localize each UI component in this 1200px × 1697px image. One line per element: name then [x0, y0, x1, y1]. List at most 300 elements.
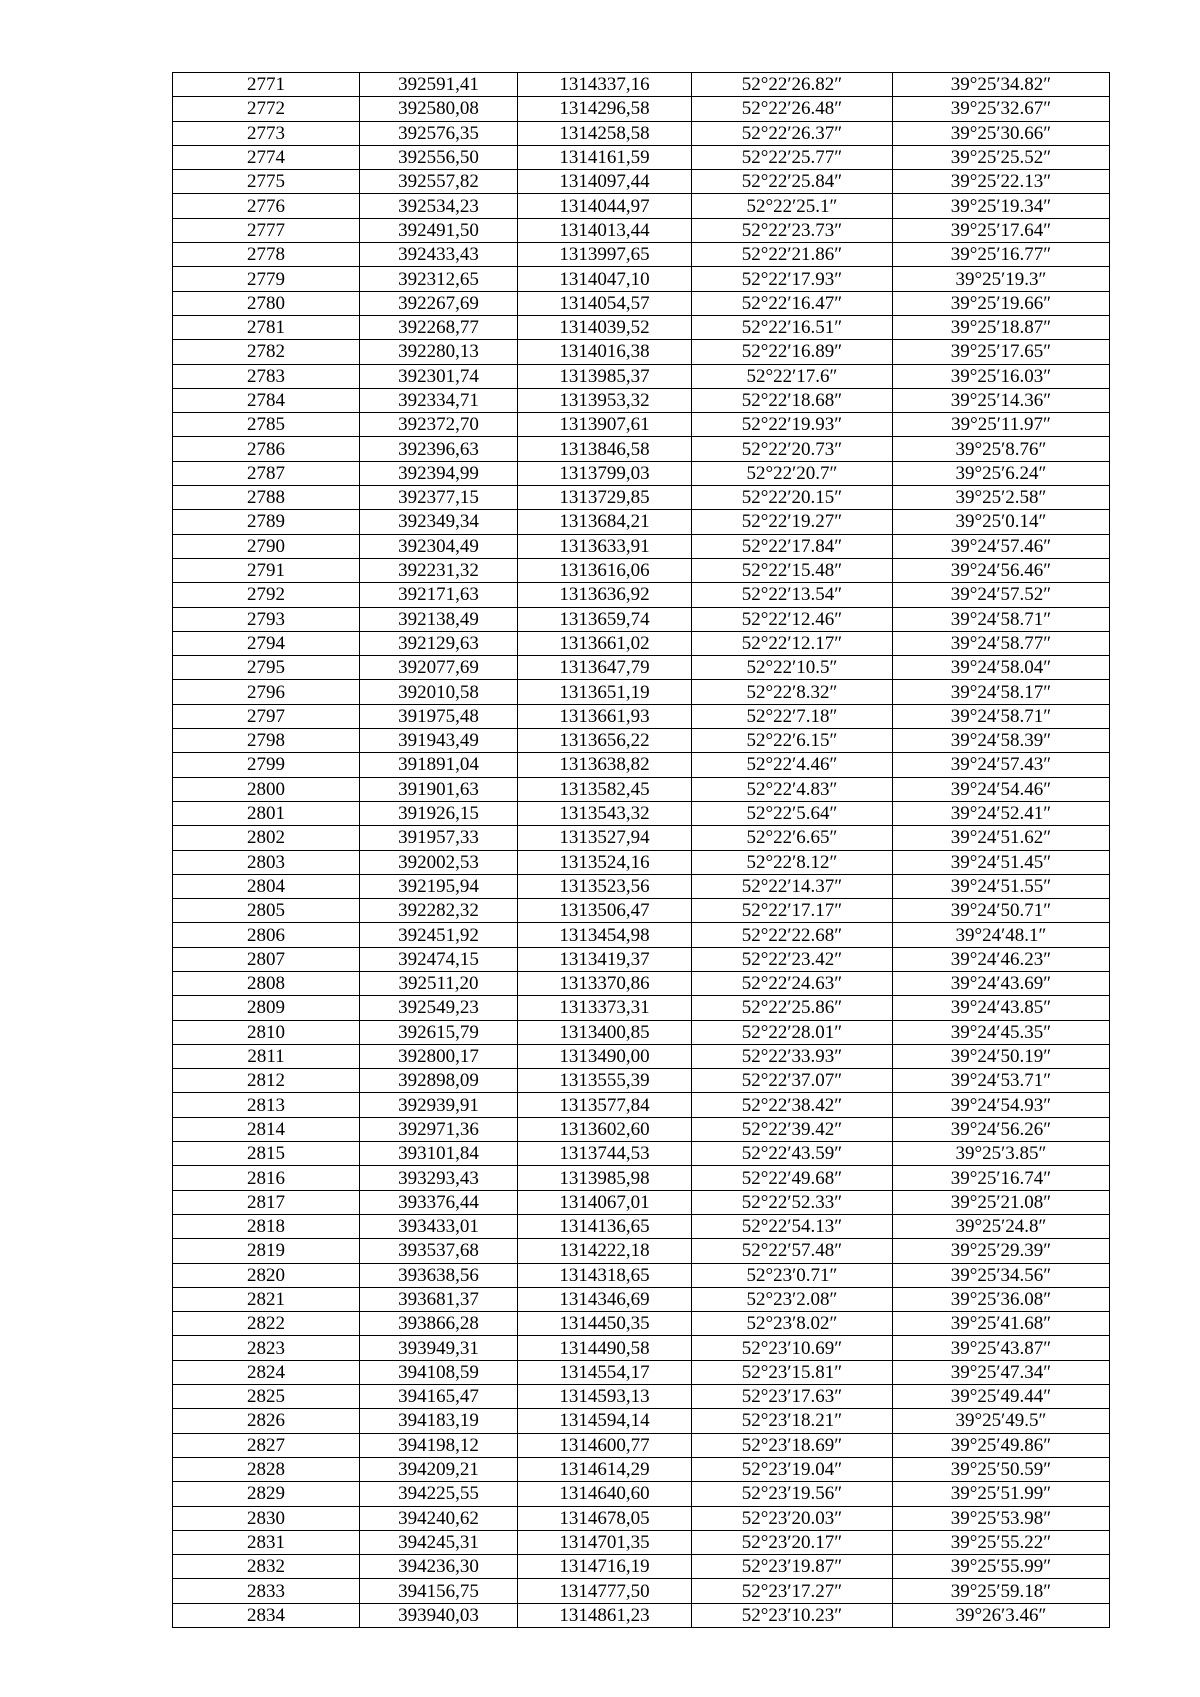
cell-point: 2803 — [173, 850, 360, 874]
cell-latitude: 52°22′37.07″ — [692, 1069, 893, 1093]
cell-y: 1314777,50 — [518, 1579, 692, 1603]
cell-point: 2773 — [173, 121, 360, 145]
cell-point: 2830 — [173, 1506, 360, 1530]
cell-latitude: 52°22′16.89″ — [692, 340, 893, 364]
cell-y: 1313373,31 — [518, 996, 692, 1020]
cell-x: 392280,13 — [360, 340, 518, 364]
table-row — [173, 1506, 1110, 1530]
cell-x: 394236,30 — [360, 1555, 518, 1579]
cell-y: 1313729,85 — [518, 486, 692, 510]
cell-longitude: 39°24′58.39″ — [893, 729, 1110, 753]
cell-x: 392129,63 — [360, 631, 518, 655]
table-row — [173, 1214, 1110, 1238]
cell-latitude: 52°22′57.48″ — [692, 1239, 893, 1263]
cell-y: 1313638,82 — [518, 753, 692, 777]
cell-longitude: 39°24′43.85″ — [893, 996, 1110, 1020]
cell-y: 1313985,37 — [518, 364, 692, 388]
cell-y: 1314296,58 — [518, 97, 692, 121]
table-row — [173, 1482, 1110, 1506]
cell-x: 392451,92 — [360, 923, 518, 947]
cell-latitude: 52°22′17.93″ — [692, 267, 893, 291]
table-row — [173, 291, 1110, 315]
cell-longitude: 39°24′46.23″ — [893, 947, 1110, 971]
table-row — [173, 899, 1110, 923]
table-row — [173, 631, 1110, 655]
cell-longitude: 39°26′3.46″ — [893, 1603, 1110, 1627]
table-row — [173, 218, 1110, 242]
coordinates-table — [172, 72, 1110, 1628]
cell-latitude: 52°22′23.73″ — [692, 218, 893, 242]
cell-point: 2799 — [173, 753, 360, 777]
cell-longitude: 39°24′57.46″ — [893, 534, 1110, 558]
cell-y: 1313523,56 — [518, 874, 692, 898]
cell-y: 1313555,39 — [518, 1069, 692, 1093]
cell-y: 1313647,79 — [518, 656, 692, 680]
cell-y: 1313582,45 — [518, 777, 692, 801]
cell-point: 2829 — [173, 1482, 360, 1506]
cell-point: 2796 — [173, 680, 360, 704]
cell-point: 2771 — [173, 73, 360, 97]
cell-longitude: 39°25′59.18″ — [893, 1579, 1110, 1603]
cell-point: 2789 — [173, 510, 360, 534]
cell-latitude: 52°22′26.82″ — [692, 73, 893, 97]
cell-longitude: 39°25′8.76″ — [893, 437, 1110, 461]
cell-y: 1314067,01 — [518, 1190, 692, 1214]
cell-longitude: 39°25′55.22″ — [893, 1530, 1110, 1554]
table-row — [173, 1044, 1110, 1068]
cell-latitude: 52°22′17.6″ — [692, 364, 893, 388]
table-row — [173, 558, 1110, 582]
cell-longitude: 39°24′56.26″ — [893, 1117, 1110, 1141]
cell-y: 1313419,37 — [518, 947, 692, 971]
table-row — [173, 1166, 1110, 1190]
cell-x: 392171,63 — [360, 583, 518, 607]
cell-latitude: 52°22′4.46″ — [692, 753, 893, 777]
cell-y: 1313656,22 — [518, 729, 692, 753]
table-row — [173, 461, 1110, 485]
cell-point: 2775 — [173, 170, 360, 194]
cell-longitude: 39°24′51.55″ — [893, 874, 1110, 898]
cell-longitude: 39°25′14.36″ — [893, 388, 1110, 412]
cell-x: 392800,17 — [360, 1044, 518, 1068]
cell-y: 1313907,61 — [518, 413, 692, 437]
cell-point: 2812 — [173, 1069, 360, 1093]
cell-x: 392301,74 — [360, 364, 518, 388]
cell-point: 2772 — [173, 97, 360, 121]
cell-point: 2822 — [173, 1312, 360, 1336]
cell-x: 392971,36 — [360, 1117, 518, 1141]
coordinates-table-body — [173, 73, 1110, 1628]
cell-point: 2807 — [173, 947, 360, 971]
cell-longitude: 39°25′43.87″ — [893, 1336, 1110, 1360]
cell-x: 394198,12 — [360, 1433, 518, 1457]
cell-y: 1314161,59 — [518, 145, 692, 169]
table-row — [173, 753, 1110, 777]
cell-x: 392939,91 — [360, 1093, 518, 1117]
cell-point: 2808 — [173, 971, 360, 995]
cell-x: 392010,58 — [360, 680, 518, 704]
cell-point: 2831 — [173, 1530, 360, 1554]
table-row — [173, 1312, 1110, 1336]
cell-point: 2809 — [173, 996, 360, 1020]
table-row — [173, 656, 1110, 680]
cell-y: 1314016,38 — [518, 340, 692, 364]
table-row — [173, 1093, 1110, 1117]
cell-x: 394240,62 — [360, 1506, 518, 1530]
cell-point: 2818 — [173, 1214, 360, 1238]
cell-latitude: 52°22′6.15″ — [692, 729, 893, 753]
cell-longitude: 39°25′11.97″ — [893, 413, 1110, 437]
cell-longitude: 39°24′54.46″ — [893, 777, 1110, 801]
cell-y: 1314640,60 — [518, 1482, 692, 1506]
cell-y: 1313616,06 — [518, 558, 692, 582]
cell-y: 1313527,94 — [518, 826, 692, 850]
table-row — [173, 1117, 1110, 1141]
cell-y: 1313684,21 — [518, 510, 692, 534]
cell-longitude: 39°25′19.3″ — [893, 267, 1110, 291]
cell-x: 394209,21 — [360, 1457, 518, 1481]
cell-point: 2801 — [173, 801, 360, 825]
cell-x: 391943,49 — [360, 729, 518, 753]
cell-longitude: 39°25′49.5″ — [893, 1409, 1110, 1433]
cell-x: 392002,53 — [360, 850, 518, 874]
cell-longitude: 39°25′16.74″ — [893, 1166, 1110, 1190]
cell-longitude: 39°24′48.1″ — [893, 923, 1110, 947]
cell-latitude: 52°22′39.42″ — [692, 1117, 893, 1141]
cell-y: 1313602,60 — [518, 1117, 692, 1141]
cell-longitude: 39°25′36.08″ — [893, 1287, 1110, 1311]
cell-latitude: 52°23′20.17″ — [692, 1530, 893, 1554]
cell-y: 1313661,93 — [518, 704, 692, 728]
cell-point: 2779 — [173, 267, 360, 291]
table-row — [173, 1020, 1110, 1044]
cell-y: 1313506,47 — [518, 899, 692, 923]
cell-point: 2798 — [173, 729, 360, 753]
table-row — [173, 1433, 1110, 1457]
cell-longitude: 39°25′25.52″ — [893, 145, 1110, 169]
cell-point: 2827 — [173, 1433, 360, 1457]
cell-y: 1314716,19 — [518, 1555, 692, 1579]
cell-x: 392231,32 — [360, 558, 518, 582]
cell-x: 393940,03 — [360, 1603, 518, 1627]
table-row — [173, 388, 1110, 412]
cell-x: 393433,01 — [360, 1214, 518, 1238]
cell-point: 2814 — [173, 1117, 360, 1141]
table-row — [173, 97, 1110, 121]
cell-latitude: 52°23′15.81″ — [692, 1360, 893, 1384]
table-row — [173, 1555, 1110, 1579]
cell-longitude: 39°25′21.08″ — [893, 1190, 1110, 1214]
cell-y: 1313524,16 — [518, 850, 692, 874]
table-row — [173, 704, 1110, 728]
table-row — [173, 486, 1110, 510]
cell-latitude: 52°22′20.7″ — [692, 461, 893, 485]
cell-x: 392549,23 — [360, 996, 518, 1020]
table-row — [173, 996, 1110, 1020]
cell-x: 392556,50 — [360, 145, 518, 169]
cell-longitude: 39°25′17.65″ — [893, 340, 1110, 364]
cell-latitude: 52°23′18.21″ — [692, 1409, 893, 1433]
cell-longitude: 39°24′51.45″ — [893, 850, 1110, 874]
cell-longitude: 39°24′45.35″ — [893, 1020, 1110, 1044]
cell-x: 393949,31 — [360, 1336, 518, 1360]
cell-latitude: 52°23′10.69″ — [692, 1336, 893, 1360]
cell-latitude: 52°23′19.87″ — [692, 1555, 893, 1579]
cell-longitude: 39°25′22.13″ — [893, 170, 1110, 194]
table-row — [173, 121, 1110, 145]
cell-longitude: 39°25′29.39″ — [893, 1239, 1110, 1263]
cell-latitude: 52°23′17.63″ — [692, 1385, 893, 1409]
cell-latitude: 52°23′17.27″ — [692, 1579, 893, 1603]
cell-point: 2834 — [173, 1603, 360, 1627]
cell-y: 1314047,10 — [518, 267, 692, 291]
table-row — [173, 777, 1110, 801]
cell-point: 2777 — [173, 218, 360, 242]
cell-y: 1314593,13 — [518, 1385, 692, 1409]
cell-point: 2788 — [173, 486, 360, 510]
table-row — [173, 413, 1110, 437]
cell-latitude: 52°23′19.04″ — [692, 1457, 893, 1481]
cell-longitude: 39°24′58.77″ — [893, 631, 1110, 655]
cell-point: 2778 — [173, 243, 360, 267]
cell-latitude: 52°22′33.93″ — [692, 1044, 893, 1068]
cell-x: 394225,55 — [360, 1482, 518, 1506]
table-row — [173, 1190, 1110, 1214]
cell-longitude: 39°25′50.59″ — [893, 1457, 1110, 1481]
cell-latitude: 52°22′10.5″ — [692, 656, 893, 680]
cell-x: 392377,15 — [360, 486, 518, 510]
cell-latitude: 52°22′7.18″ — [692, 704, 893, 728]
cell-x: 393537,68 — [360, 1239, 518, 1263]
cell-longitude: 39°25′53.98″ — [893, 1506, 1110, 1530]
table-row — [173, 1603, 1110, 1627]
cell-y: 1313985,98 — [518, 1166, 692, 1190]
cell-x: 391901,63 — [360, 777, 518, 801]
cell-x: 392534,23 — [360, 194, 518, 218]
cell-point: 2797 — [173, 704, 360, 728]
cell-y: 1313846,58 — [518, 437, 692, 461]
cell-longitude: 39°25′34.82″ — [893, 73, 1110, 97]
cell-latitude: 52°22′12.46″ — [692, 607, 893, 631]
cell-x: 392491,50 — [360, 218, 518, 242]
cell-latitude: 52°22′25.77″ — [692, 145, 893, 169]
cell-longitude: 39°25′24.8″ — [893, 1214, 1110, 1238]
cell-longitude: 39°24′57.52″ — [893, 583, 1110, 607]
cell-latitude: 52°22′26.48″ — [692, 97, 893, 121]
cell-y: 1314136,65 — [518, 1214, 692, 1238]
cell-longitude: 39°24′57.43″ — [893, 753, 1110, 777]
cell-point: 2800 — [173, 777, 360, 801]
cell-latitude: 52°22′54.13″ — [692, 1214, 893, 1238]
cell-longitude: 39°24′52.41″ — [893, 801, 1110, 825]
table-row — [173, 1409, 1110, 1433]
table-row — [173, 947, 1110, 971]
cell-x: 392433,43 — [360, 243, 518, 267]
cell-point: 2795 — [173, 656, 360, 680]
cell-longitude: 39°25′2.58″ — [893, 486, 1110, 510]
cell-longitude: 39°24′56.46″ — [893, 558, 1110, 582]
cell-x: 392349,34 — [360, 510, 518, 534]
cell-latitude: 52°23′18.69″ — [692, 1433, 893, 1457]
cell-latitude: 52°22′18.68″ — [692, 388, 893, 412]
cell-latitude: 52°22′22.68″ — [692, 923, 893, 947]
cell-latitude: 52°22′25.1″ — [692, 194, 893, 218]
cell-y: 1313744,53 — [518, 1142, 692, 1166]
cell-latitude: 52°22′28.01″ — [692, 1020, 893, 1044]
cell-y: 1313633,91 — [518, 534, 692, 558]
table-row — [173, 1385, 1110, 1409]
cell-y: 1313370,86 — [518, 971, 692, 995]
cell-latitude: 52°22′24.63″ — [692, 971, 893, 995]
cell-x: 392394,99 — [360, 461, 518, 485]
cell-point: 2774 — [173, 145, 360, 169]
cell-latitude: 52°22′15.48″ — [692, 558, 893, 582]
cell-x: 392268,77 — [360, 315, 518, 339]
cell-longitude: 39°25′32.67″ — [893, 97, 1110, 121]
cell-latitude: 52°22′19.93″ — [692, 413, 893, 437]
cell-y: 1313997,65 — [518, 243, 692, 267]
cell-latitude: 52°22′43.59″ — [692, 1142, 893, 1166]
cell-x: 391957,33 — [360, 826, 518, 850]
cell-point: 2825 — [173, 1385, 360, 1409]
cell-latitude: 52°22′26.37″ — [692, 121, 893, 145]
cell-y: 1314490,58 — [518, 1336, 692, 1360]
cell-y: 1313543,32 — [518, 801, 692, 825]
cell-longitude: 39°25′55.99″ — [893, 1555, 1110, 1579]
cell-latitude: 52°22′13.54″ — [692, 583, 893, 607]
cell-x: 393293,43 — [360, 1166, 518, 1190]
cell-x: 392267,69 — [360, 291, 518, 315]
cell-point: 2804 — [173, 874, 360, 898]
cell-x: 392396,63 — [360, 437, 518, 461]
cell-y: 1313636,92 — [518, 583, 692, 607]
cell-x: 394156,75 — [360, 1579, 518, 1603]
table-row — [173, 1530, 1110, 1554]
cell-point: 2786 — [173, 437, 360, 461]
cell-point: 2785 — [173, 413, 360, 437]
cell-latitude: 52°22′6.65″ — [692, 826, 893, 850]
cell-latitude: 52°22′8.32″ — [692, 680, 893, 704]
cell-x: 392898,09 — [360, 1069, 518, 1093]
cell-point: 2794 — [173, 631, 360, 655]
cell-point: 2832 — [173, 1555, 360, 1579]
cell-latitude: 52°22′21.86″ — [692, 243, 893, 267]
table-row — [173, 850, 1110, 874]
cell-y: 1313659,74 — [518, 607, 692, 631]
cell-longitude: 39°25′19.34″ — [893, 194, 1110, 218]
cell-point: 2813 — [173, 1093, 360, 1117]
cell-point: 2824 — [173, 1360, 360, 1384]
cell-longitude: 39°25′51.99″ — [893, 1482, 1110, 1506]
cell-y: 1313661,02 — [518, 631, 692, 655]
cell-latitude: 52°23′8.02″ — [692, 1312, 893, 1336]
cell-point: 2821 — [173, 1287, 360, 1311]
cell-longitude: 39°25′47.34″ — [893, 1360, 1110, 1384]
cell-x: 392334,71 — [360, 388, 518, 412]
cell-point: 2791 — [173, 558, 360, 582]
cell-longitude: 39°24′50.71″ — [893, 899, 1110, 923]
table-row — [173, 145, 1110, 169]
cell-longitude: 39°24′43.69″ — [893, 971, 1110, 995]
cell-y: 1314701,35 — [518, 1530, 692, 1554]
table-row — [173, 364, 1110, 388]
cell-point: 2784 — [173, 388, 360, 412]
cell-point: 2780 — [173, 291, 360, 315]
cell-point: 2781 — [173, 315, 360, 339]
cell-latitude: 52°22′17.84″ — [692, 534, 893, 558]
table-row — [173, 534, 1110, 558]
cell-x: 392282,32 — [360, 899, 518, 923]
cell-y: 1314318,65 — [518, 1263, 692, 1287]
cell-x: 394165,47 — [360, 1385, 518, 1409]
cell-longitude: 39°24′58.17″ — [893, 680, 1110, 704]
cell-point: 2823 — [173, 1336, 360, 1360]
cell-x: 392580,08 — [360, 97, 518, 121]
table-row — [173, 73, 1110, 97]
cell-longitude: 39°25′17.64″ — [893, 218, 1110, 242]
cell-y: 1314554,17 — [518, 1360, 692, 1384]
cell-point: 2783 — [173, 364, 360, 388]
cell-latitude: 52°22′16.47″ — [692, 291, 893, 315]
cell-x: 392138,49 — [360, 607, 518, 631]
cell-y: 1314039,52 — [518, 315, 692, 339]
cell-latitude: 52°23′0.71″ — [692, 1263, 893, 1287]
cell-x: 391891,04 — [360, 753, 518, 777]
table-row — [173, 583, 1110, 607]
table-row — [173, 607, 1110, 631]
table-row — [173, 170, 1110, 194]
cell-point: 2805 — [173, 899, 360, 923]
cell-x: 392557,82 — [360, 170, 518, 194]
table-row — [173, 1579, 1110, 1603]
cell-x: 392077,69 — [360, 656, 518, 680]
table-row — [173, 194, 1110, 218]
cell-point: 2802 — [173, 826, 360, 850]
cell-longitude: 39°24′58.04″ — [893, 656, 1110, 680]
cell-longitude: 39°25′0.14″ — [893, 510, 1110, 534]
cell-x: 392372,70 — [360, 413, 518, 437]
cell-point: 2833 — [173, 1579, 360, 1603]
cell-longitude: 39°25′49.86″ — [893, 1433, 1110, 1457]
cell-point: 2811 — [173, 1044, 360, 1068]
cell-point: 2819 — [173, 1239, 360, 1263]
cell-y: 1314678,05 — [518, 1506, 692, 1530]
cell-y: 1314258,58 — [518, 121, 692, 145]
cell-x: 393638,56 — [360, 1263, 518, 1287]
table-row — [173, 826, 1110, 850]
table-row — [173, 437, 1110, 461]
cell-longitude: 39°25′16.03″ — [893, 364, 1110, 388]
cell-y: 1313454,98 — [518, 923, 692, 947]
cell-point: 2806 — [173, 923, 360, 947]
cell-y: 1314337,16 — [518, 73, 692, 97]
cell-longitude: 39°25′18.87″ — [893, 315, 1110, 339]
cell-y: 1314600,77 — [518, 1433, 692, 1457]
cell-latitude: 52°22′25.84″ — [692, 170, 893, 194]
cell-y: 1314861,23 — [518, 1603, 692, 1627]
cell-latitude: 52°22′20.73″ — [692, 437, 893, 461]
cell-x: 392195,94 — [360, 874, 518, 898]
cell-longitude: 39°24′51.62″ — [893, 826, 1110, 850]
cell-x: 391975,48 — [360, 704, 518, 728]
cell-point: 2793 — [173, 607, 360, 631]
cell-latitude: 52°22′19.27″ — [692, 510, 893, 534]
cell-longitude: 39°24′50.19″ — [893, 1044, 1110, 1068]
table-row — [173, 1239, 1110, 1263]
cell-y: 1314054,57 — [518, 291, 692, 315]
cell-latitude: 52°22′20.15″ — [692, 486, 893, 510]
cell-y: 1314222,18 — [518, 1239, 692, 1263]
